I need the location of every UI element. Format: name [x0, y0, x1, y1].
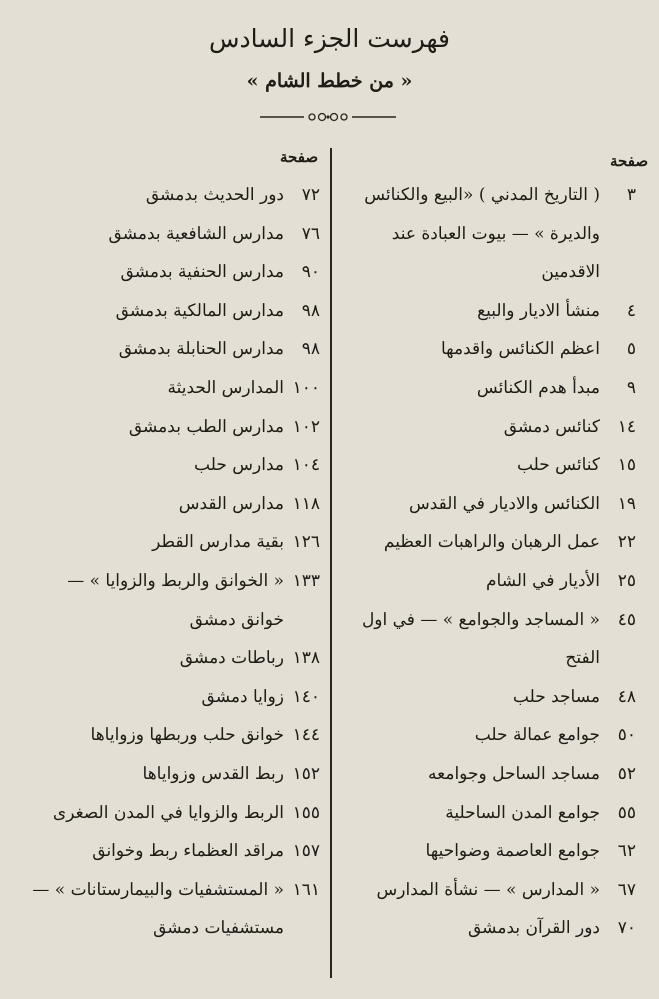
entry-page-number: ١٤	[617, 416, 636, 437]
index-entry	[340, 685, 636, 709]
entry-page-number: ٢٢	[617, 532, 636, 553]
entry-page-number: ١٥٥	[292, 802, 320, 823]
entry-page-number: ٦٧	[617, 879, 636, 900]
entry-page-number: ٧٠	[617, 918, 636, 939]
index-entry	[24, 260, 320, 284]
entry-page-number: ٥٠	[617, 725, 636, 746]
entry-page-number: ٩٠	[301, 262, 320, 283]
entry-title: جوامع المدن الساحلية	[445, 802, 600, 823]
entry-title: مدارس الحنابلة بدمشق	[118, 339, 284, 360]
entry-page-number: ١٠٠	[292, 378, 320, 398]
entry-title: بقية مدارس القطر	[152, 532, 284, 553]
entry-title: المدارس الحديثة	[167, 378, 284, 398]
entry-title: « الخوانق والربط والزوايا » —	[67, 571, 284, 591]
index-entry	[24, 685, 320, 709]
entry-page-number: ٤٨	[617, 686, 636, 707]
entry-page-number: ١٤٤	[292, 725, 320, 746]
entry-page-number: ٢٥	[617, 571, 636, 591]
entry-title: « المدارس » — نشأة المدارس	[376, 879, 600, 900]
entry-title: مبدأ هدم الكنائس	[476, 378, 600, 398]
entry-page-number: ٩	[626, 378, 636, 398]
entry-title: « المستشفيات والبيمارستانات » —	[32, 879, 284, 900]
entry-page-number: ٧٢	[301, 185, 320, 205]
page-column-label-left: صفحة	[280, 148, 319, 166]
entry-title: الكنائس والاديار في القدس	[408, 493, 600, 514]
entry-title: زوايا دمشق	[201, 686, 284, 707]
index-entry	[24, 415, 320, 439]
index-entry	[24, 569, 320, 593]
entry-page-number: ١٢٦	[292, 532, 320, 553]
index-entry	[24, 299, 320, 323]
entry-page-number: ١٩	[617, 493, 636, 514]
entry-page-number: ٩٨	[301, 300, 320, 321]
entry-title: جوامع عمالة حلب	[474, 725, 600, 746]
entry-title: منشأ الاديار والبيع	[477, 300, 600, 321]
entry-continuation: الاقدمين	[541, 262, 600, 283]
entry-title: مساجد حلب	[512, 686, 600, 707]
entry-title: كنائس حلب	[516, 455, 600, 476]
entry-page-number: ١٥	[617, 455, 636, 476]
right-index-column	[340, 0, 636, 999]
index-entry	[340, 492, 636, 516]
index-entry	[340, 337, 636, 361]
index-entry	[24, 762, 320, 786]
index-entry	[24, 878, 320, 902]
index-entry	[340, 762, 636, 786]
entry-title: مدارس الشافعية بدمشق	[108, 223, 284, 244]
entry-page-number: ٤٥	[617, 609, 636, 630]
entry-title: الربط والزوايا في المدن الصغرى	[52, 802, 284, 823]
entry-continuation: خوانق دمشق	[189, 609, 284, 630]
index-entry	[24, 376, 320, 400]
entry-page-number: ١٦١	[292, 879, 320, 900]
index-entry	[24, 723, 320, 747]
index-entry	[340, 569, 636, 593]
entry-page-number: ٥	[626, 339, 636, 360]
page-title: فهرست الجزء السادس	[208, 24, 451, 53]
entry-page-number: ١٣٨	[292, 648, 320, 669]
entry-continuation: مستشفيات دمشق	[153, 918, 284, 939]
entry-title: خوانق حلب وربطها وزواياها	[90, 725, 284, 746]
entry-title: الأديار في الشام	[486, 571, 600, 591]
entry-page-number: ٩٨	[301, 339, 320, 360]
entry-title: مراقد العظماء ربط وخوانق	[92, 841, 284, 862]
entry-page-number: ٣	[626, 185, 636, 205]
index-entry	[24, 530, 320, 554]
entry-title: دور القرآن بدمشق	[468, 918, 600, 939]
index-entry	[340, 916, 636, 940]
entry-title: مساجد الساحل وجوامعه	[428, 764, 600, 784]
index-entry	[24, 801, 320, 825]
entry-page-number: ٧٦	[301, 223, 320, 244]
index-entry	[24, 337, 320, 361]
entry-page-number: ٥٢	[617, 764, 636, 784]
index-entry	[340, 801, 636, 825]
entry-page-number: ٦٢	[617, 841, 636, 862]
index-entry	[340, 530, 636, 554]
index-entry	[340, 839, 636, 863]
entry-title: رباطات دمشق	[179, 648, 284, 669]
entry-page-number: ٤	[626, 300, 636, 321]
index-entry	[24, 453, 320, 477]
index-entry	[24, 183, 320, 207]
entry-page-number: ١٣٣	[292, 571, 320, 591]
index-entry	[24, 222, 320, 246]
entry-page-number: ٥٥	[617, 802, 636, 823]
entry-page-number: ١٠٢	[292, 416, 320, 437]
index-entry	[340, 723, 636, 747]
entry-page-number: ١٥٢	[292, 764, 320, 784]
entry-title: « المساجد والجوامع » — في اول	[361, 609, 600, 630]
entry-title: اعظم الكنائس واقدمها	[440, 339, 600, 360]
index-entry	[340, 376, 636, 400]
index-entry	[24, 492, 320, 516]
entry-title: مدارس حلب	[194, 455, 284, 476]
entry-title: جوامع العاصمة وضواحيها	[425, 841, 600, 862]
entry-continuation: والديرة » — بيوت العبادة عند	[391, 223, 600, 244]
entry-title: دور الحديث بدمشق	[145, 185, 284, 205]
entry-page-number: ١٥٧	[292, 841, 320, 862]
entry-title: مدارس الحنفية بدمشق	[120, 262, 284, 283]
entry-title: مدارس القدس	[178, 493, 284, 514]
index-entry	[24, 646, 320, 670]
entry-continuation: الفتح	[565, 648, 600, 669]
entry-title: مدارس الطب بدمشق	[128, 416, 284, 437]
entry-title: ربط القدس وزواياها	[142, 764, 284, 784]
index-entry	[24, 839, 320, 863]
index-entry	[340, 453, 636, 477]
index-entry	[340, 878, 636, 902]
index-entry	[340, 415, 636, 439]
index-entry	[340, 299, 636, 323]
index-entry	[340, 183, 636, 207]
index-entry	[340, 608, 636, 632]
entry-page-number: ١٠٤	[292, 455, 320, 476]
entry-title: كنائس دمشق	[503, 416, 600, 437]
entry-title: مدارس المالكية بدمشق	[115, 300, 284, 321]
column-divider	[330, 148, 332, 978]
page-subtitle: « من خطط الشام »	[246, 70, 413, 92]
entry-title: عمل الرهبان والراهبات العظيم	[383, 532, 600, 553]
page-column-label-right: صفحة	[610, 152, 649, 170]
entry-title: ( التاريخ المدني ) «البيع والكنائس	[364, 185, 600, 205]
entry-page-number: ١١٨	[292, 493, 320, 514]
entry-page-number: ١٤٠	[292, 686, 320, 707]
left-index-column	[24, 0, 320, 999]
